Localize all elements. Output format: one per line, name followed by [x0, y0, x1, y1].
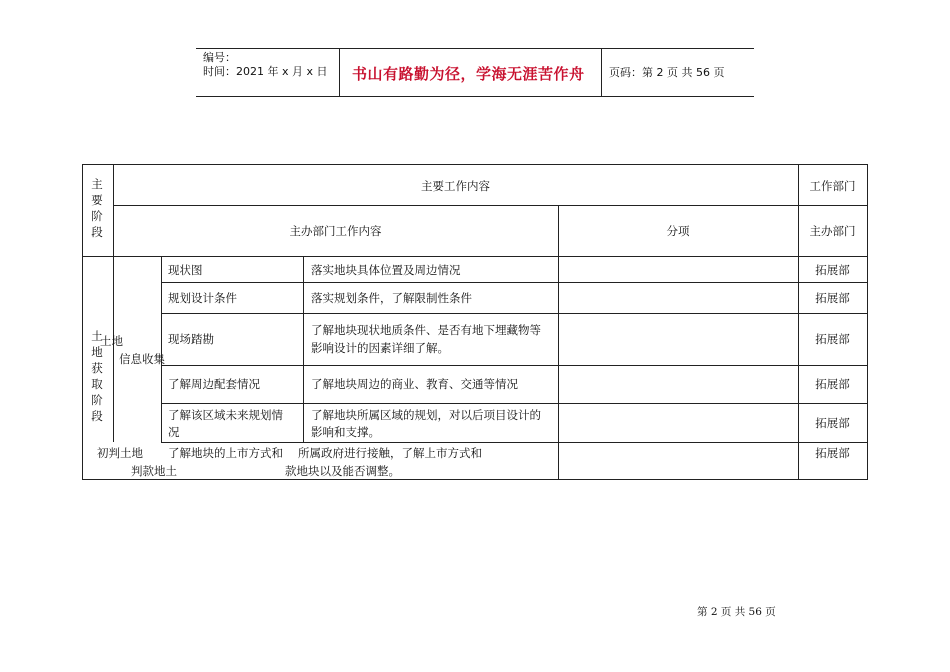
- header-top-rule: [196, 48, 754, 49]
- table-rule: [161, 442, 868, 443]
- table-row-dept: 拓展部: [815, 377, 850, 391]
- table-row-content: 落实地块具体位置及周边情况: [311, 263, 461, 277]
- table-row-dept: 拓展部: [815, 263, 850, 277]
- last-row-content-line1: 所属政府进行接触，了解上市方式和: [298, 446, 482, 460]
- header-page-info: 页码：第 2 页 共 56 页: [609, 66, 725, 79]
- table-rule: [303, 256, 304, 442]
- last-row-content-line2: 款地块以及能否调整。: [285, 464, 400, 478]
- document-date: 时间：2021 年 x 月 x 日: [203, 65, 328, 78]
- group-name-line2: 信息收集: [119, 352, 165, 366]
- table-border-right: [867, 164, 868, 479]
- table-rule: [113, 256, 114, 442]
- header-motto: 书山有路勤为径，学海无涯苦作舟: [352, 65, 585, 83]
- table-border-top: [82, 164, 868, 165]
- header-bottom-rule: [196, 96, 754, 97]
- table-border-bottom: [82, 479, 868, 480]
- last-row-left-line2: 判款地土: [131, 464, 177, 478]
- table-row-item: 了解该区域未来规划情: [168, 408, 283, 422]
- table-row-content: 影响设计的因素详细了解。: [311, 341, 449, 355]
- host-content-header: 主办部门工作内容: [289, 224, 382, 238]
- table-rule: [161, 256, 162, 442]
- table-row-dept: 拓展部: [815, 332, 850, 346]
- dept-header: 工作部门: [809, 179, 856, 193]
- table-row-item: 规划设计条件: [168, 291, 237, 305]
- page-footer: 第 2 页 共 56 页: [697, 606, 776, 618]
- table-rule: [558, 205, 559, 479]
- table-border-left: [82, 164, 83, 479]
- table-rule: [161, 403, 868, 404]
- sub-item-header: 分项: [666, 224, 690, 238]
- stage-header: 主要阶段: [91, 177, 103, 239]
- table-row-content: 影响和支撑。: [311, 425, 380, 439]
- table-row-content: 落实规划条件，了解限制性条件: [311, 291, 472, 305]
- main-content-header: 主要工作内容: [421, 179, 490, 193]
- table-row-item: 现场踏勘: [168, 332, 214, 346]
- table-rule: [113, 205, 868, 206]
- group-name-line1: 土地: [100, 334, 123, 348]
- table-rule: [798, 164, 799, 479]
- table-rule: [161, 313, 868, 314]
- table-row-item: 了解周边配套情况: [168, 377, 260, 391]
- host-dept-header: 主办部门: [809, 224, 856, 238]
- table-row-item: 况: [168, 425, 180, 439]
- table-row-content: 了解地块现状地质条件、是否有地下埋藏物等: [311, 323, 541, 337]
- stage-name: 土地获取阶段: [91, 329, 103, 423]
- header-divider-right: [601, 48, 602, 96]
- document-code-label: 编号：: [203, 51, 236, 64]
- last-row-item: 了解地块的上市方式和: [168, 446, 283, 460]
- last-row-left-line1: 初判土地: [97, 446, 143, 460]
- table-row-dept: 拓展部: [815, 291, 850, 305]
- table-row-content: 了解地块周边的商业、教育、交通等情况: [311, 377, 518, 391]
- table-rule: [161, 365, 868, 366]
- table-row-item: 现状图: [168, 263, 203, 277]
- last-row-dept: 拓展部: [815, 446, 850, 460]
- table-rule: [82, 256, 868, 257]
- header-divider-left: [339, 48, 340, 96]
- table-rule: [161, 282, 868, 283]
- table-row-dept: 拓展部: [815, 416, 850, 430]
- table-row-content: 了解地块所属区域的规划，对以后项目设计的: [311, 408, 541, 422]
